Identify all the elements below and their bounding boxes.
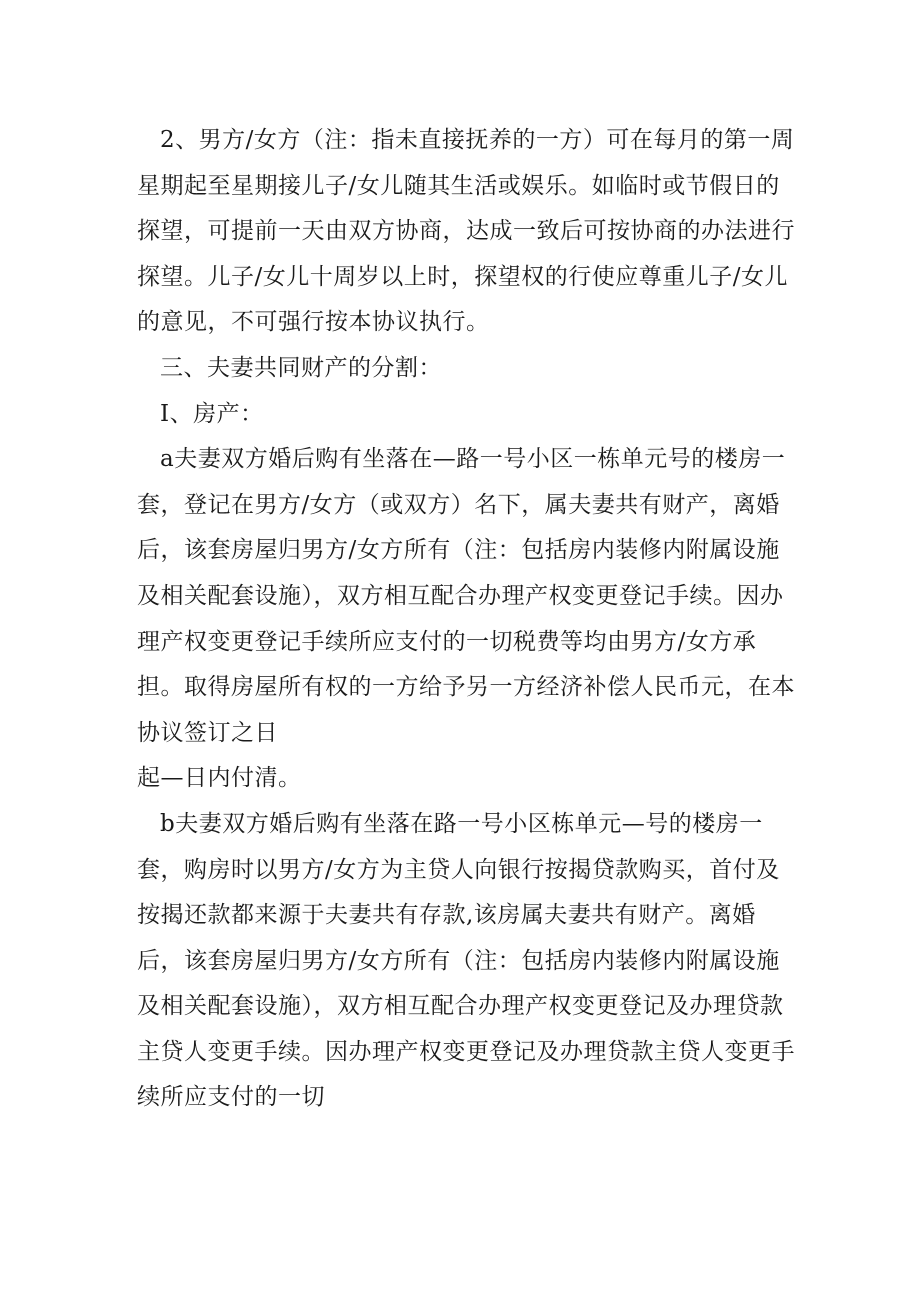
text-line: 套，购房时以男方/女方为主贷人向银行按揭贷款购买，首付及 [137, 856, 780, 883]
text-line: 后，该套房屋归男方/女方所有（注：包括房内装修内附属设施 [137, 947, 780, 974]
text-line: 探望。儿子/女儿十周岁以上时，探望权的行使应尊重儿子/女儿 [137, 263, 788, 290]
text-line: 主贷人变更手续。因办理产权变更登记及办理贷款主贷人变更手 [137, 1038, 795, 1065]
text-line: 协议签订之日 [137, 719, 278, 746]
text-line: 起—日内付清。 [137, 765, 302, 792]
text-line: 后，该套房屋归男方/女方所有（注：包括房内装修内附属设施 [137, 537, 780, 564]
text-line: b夫妻双方婚后购有坐落在路一号小区栋单元—号的楼房一 [160, 810, 763, 837]
text-line: 2、男方/女方（注：指未直接抚养的一方）可在每月的第一周 [160, 127, 795, 153]
subsection-heading: I、房产： [160, 400, 264, 427]
text-line: 按揭还款都来源于夫妻共有存款,该房属夫妻共有财产。离婚 [137, 902, 756, 929]
text-line: 及相关配套设施），双方相互配合办理产权变更登记及办理贷款 [137, 993, 784, 1020]
text-line: 担。取得房屋所有权的一方给予另一方经济补偿人民币元，在本 [137, 674, 795, 701]
text-line: 星期起至星期接儿子/女儿随其生活或娱乐。如临时或节假日的 [137, 172, 780, 199]
text-line: 的意见，不可强行按本协议执行。 [137, 309, 490, 336]
text-line: a夫妻双方婚后购有坐落在—路一号小区一栋单元号的楼房一 [160, 446, 786, 473]
text-line: 探望，可提前一天由双方协商，达成一致后可按协商的办法进行 [137, 218, 795, 245]
text-line: 续所应支付的一切 [137, 1084, 325, 1111]
section-heading: 三、夫妻共同财产的分割： [160, 354, 442, 381]
text-line: 及相关配套设施），双方相互配合办理产权变更登记手续。因办 [137, 582, 784, 609]
document-body [137, 118, 795, 1121]
text-line: 理产权变更登记手续所应支付的一切税费等均由男方/女方承 [137, 628, 757, 655]
text-line: 套，登记在男方/女方（或双方）名下，属夫妻共有财产，离婚 [137, 491, 780, 518]
